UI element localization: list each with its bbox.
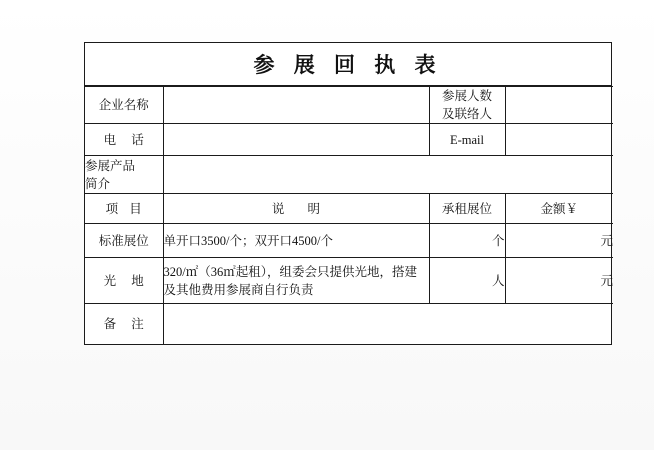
standard-booth-description: 单开口3500/个；双开口4500/个: [163, 224, 429, 258]
raw-space-amount[interactable]: 元: [505, 258, 613, 304]
email-label: E-mail: [429, 124, 505, 156]
table-row: [85, 87, 613, 124]
column-header-item: 项 目: [85, 194, 163, 224]
standard-booth-amount[interactable]: 元: [505, 224, 613, 258]
attendees-contact-label: [429, 87, 505, 124]
raw-space-description: 320/㎡（36㎡起租），组委会只提供光地，搭建及其他费用参展商自行负责: [163, 258, 429, 304]
table-row: [85, 224, 613, 258]
company-name-label: 企业名称: [85, 87, 163, 124]
standard-booth-label: 标准展位: [85, 224, 163, 258]
attendees-contact-input[interactable]: [505, 87, 613, 124]
company-name-input[interactable]: [163, 87, 429, 124]
column-header-amount: 金额￥: [505, 194, 613, 224]
table-row: [85, 304, 613, 344]
page-title: 参 展 回 执 表: [253, 53, 443, 77]
product-intro-label: [85, 156, 163, 194]
product-intro-input[interactable]: [163, 156, 613, 194]
attendees-contact-label-line2: 及联络人: [441, 107, 492, 122]
email-input[interactable]: [505, 124, 613, 156]
column-header-booth: 承租展位: [429, 194, 505, 224]
raw-space-label: 光 地: [85, 258, 163, 304]
raw-space-unit[interactable]: 人: [429, 258, 505, 304]
product-intro-label-line2: 简介: [85, 176, 111, 191]
attendees-contact-label-line1: 参展人数: [441, 89, 492, 103]
table-row: [85, 156, 613, 194]
standard-booth-unit[interactable]: 个: [429, 224, 505, 258]
column-header-description: 说 明: [163, 194, 429, 224]
remarks-input[interactable]: [163, 304, 613, 344]
table-header-row: [85, 194, 613, 224]
telephone-label: 电 话: [85, 124, 163, 156]
product-intro-label-line1: 参展产品: [85, 158, 136, 173]
table-row: [85, 258, 613, 304]
table-row: [85, 124, 613, 156]
remarks-label: 备 注: [85, 304, 163, 344]
telephone-input[interactable]: [163, 124, 429, 156]
form-title-row: [85, 43, 611, 86]
exhibition-receipt-form: [84, 42, 612, 345]
form-table: [85, 86, 613, 344]
